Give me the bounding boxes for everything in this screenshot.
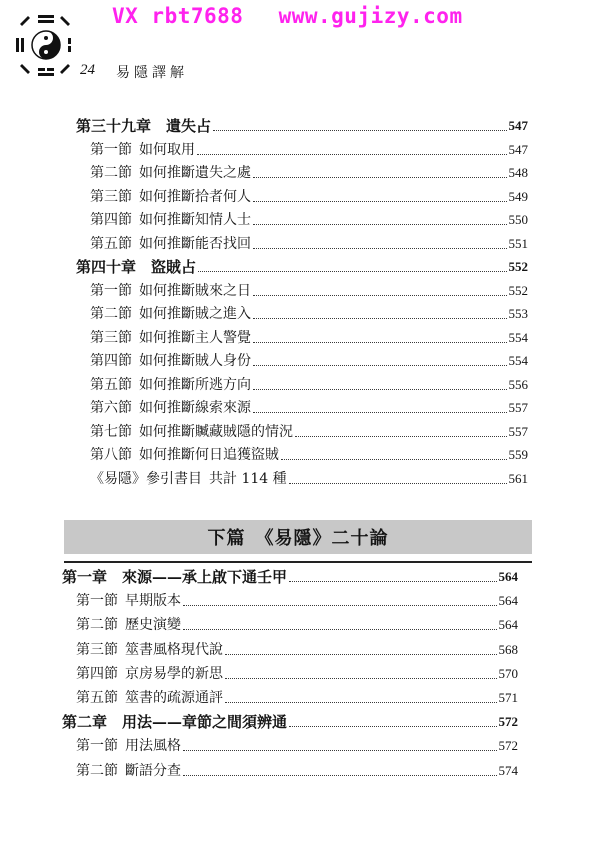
toc-section-entry [76,759,518,779]
toc-section-entry [90,373,528,393]
toc-chapter-entry [62,565,518,585]
toc-entry-title: 如何推斷拾者何人 [139,188,251,205]
toc-entry-page: 547 [508,118,528,133]
toc-entry-page: 571 [498,690,518,705]
toc-entry-number: 《易隱》參引書目 [90,470,202,487]
dot-leader [253,224,507,225]
toc-entry-page: 568 [498,641,518,657]
toc-section-entry [90,443,528,463]
toc-section-entry [90,396,528,416]
toc-entry-number: 第五節 [76,690,118,706]
dot-leader [197,154,507,155]
toc-entry-page: 572 [498,714,518,730]
dot-leader [253,365,507,366]
dot-leader [253,295,507,296]
toc-entry-label [90,353,251,369]
toc-entry-page: 564 [498,593,518,609]
toc-entry-number: 第二章 [62,713,108,732]
toc-entry-page: 557 [508,400,528,415]
toc-entry-title: 京房易學的新思 [125,665,223,682]
toc-section-entry [90,185,528,205]
toc-entry-label [90,447,279,463]
toc-entry-number: 第八節 [90,447,132,463]
toc-entry-number: 第六節 [90,400,132,416]
toc-chapter-entry [76,114,528,134]
toc-entry-page: 552 [508,282,528,298]
toc-entry-title: 盜賊占 [151,258,197,276]
toc-entry-number: 第三十九章 [76,117,152,135]
toc-entry-page: 570 [498,665,518,681]
toc-section-entry [76,662,518,682]
toc-entry-label [76,690,223,706]
dot-leader [253,342,507,343]
toc-entry-number: 第二節 [76,762,118,779]
dot-leader [198,271,506,272]
toc-entry-page: 559 [508,447,528,462]
toc-entry-title: 如何推斷所逃方向 [139,376,251,393]
toc-entry-label [90,165,251,181]
toc-entry-number: 第五節 [90,376,132,393]
toc-entry-label [90,212,251,228]
toc-section-entry [90,420,528,440]
toc-section-entry [76,686,518,706]
toc-section-entry [90,161,528,181]
dot-leader [253,177,507,178]
dot-leader [295,436,507,437]
toc-entry-title: 如何取用 [139,141,195,158]
toc-section-entry [90,349,528,369]
toc-entry-page: 557 [508,423,528,439]
toc-entry-title: 筮書風格現代說 [125,641,223,658]
toc-entry-page: 549 [508,188,528,204]
toc-entry-title: 如何推斷何日追獲盜賊 [139,447,279,463]
part-banner [64,520,532,554]
toc-section-entry [76,734,518,754]
toc-entry-title: 如何推斷能否找回 [139,235,251,252]
toc-entry-page: 572 [498,738,518,754]
toc-entry-title: 遺失占 [166,117,212,135]
toc-entry-page: 556 [508,376,528,392]
toc-entry-label [90,330,251,346]
toc-entry-label [76,259,196,275]
toc-entry-title: 斷語分查 [125,762,181,779]
toc-entry-number: 第七節 [90,423,132,440]
toc-entry-label [76,666,223,682]
dot-leader [253,412,507,413]
toc-entry-title: 如何推斷主人警覺 [139,329,251,346]
toc-entry-label [90,424,293,440]
watermark [112,4,492,30]
toc-entry-page: 554 [508,329,528,345]
part-banner-title: 下篇 《易隱》二十論 [207,528,389,549]
toc-entry-number: 第三節 [90,329,132,346]
dot-leader [289,581,496,582]
toc-entry-number: 第一節 [76,738,118,755]
toc-entry-number: 第四節 [90,212,132,228]
toc-section-entry [76,638,518,658]
toc-entry-page: 564 [498,617,518,633]
toc-section-entry [90,138,528,158]
toc-chapter-entry [76,255,528,275]
toc-entry-page: 554 [508,353,528,368]
dot-leader [253,318,507,319]
toc-entry-number: 第四節 [76,665,118,682]
toc-entry-number: 第四節 [90,353,132,369]
toc-entry-title: 如何推斷遺失之處 [139,165,251,181]
toc-section-entry [90,302,528,322]
dot-leader [183,750,497,751]
toc-entry-label [90,471,287,487]
toc-entry-page: 551 [508,235,528,251]
toc-section-entry [90,326,528,346]
toc-entry-title: 如何推斷贓藏賊隱的情況 [139,423,293,440]
toc-entry-number: 第一節 [90,282,132,299]
toc-entry-page: 553 [508,306,528,321]
dot-leader [289,726,496,727]
dot-leader [183,605,497,606]
dot-leader [253,389,507,390]
watermark-right: www.gujizy.com [278,4,463,28]
toc-entry-page: 564 [498,569,518,584]
dot-leader [225,702,497,703]
toc-entry-number: 第二節 [90,306,132,322]
toc-entry-label [76,763,181,779]
toc-entry-label [76,617,181,633]
toc-entry-title: 用法——章節之間須辨通 [122,713,288,732]
toc-entry-title: 早期版本 [125,593,181,610]
toc-entry-label [90,400,251,416]
toc-entry-title: 如何推斷賊來之日 [139,282,251,299]
toc-entry-label [76,118,211,134]
dot-leader [183,775,497,776]
toc-entry-label [90,377,251,393]
toc-entry-label [62,569,287,585]
bagua-taiji-logo [14,12,78,78]
toc-entry-label [76,593,181,609]
toc-entry-title: 筮書的疏源通評 [125,690,223,706]
toc-entry-page: 561 [508,470,528,486]
toc-entry-number: 第一節 [76,593,118,610]
dot-leader [183,629,497,630]
toc-entry-number: 第一節 [90,141,132,158]
toc-section-entry [76,613,518,633]
toc-entry-title: 用法風格 [125,738,181,755]
toc-entry-title: 如何推斷賊之進入 [139,306,251,322]
toc-entry-number: 第三節 [90,188,132,205]
toc-section-entry [90,467,528,487]
dot-leader [225,654,497,655]
toc-entry-title: 共計 114 種 [209,470,287,487]
banner-rule [64,561,532,563]
toc-entry-title: 歷史演變 [125,617,181,634]
dot-leader [225,678,497,679]
toc-entry-title: 如何推斷賊人身份 [139,353,251,369]
toc-chapter-entry [62,710,518,730]
dot-leader [253,248,507,249]
toc-entry-label [90,283,251,299]
toc-entry-label [90,142,195,158]
watermark-left: VX rbt7688 [112,4,244,28]
toc-entry-page: 550 [508,212,528,227]
toc-entry-label [62,714,287,730]
toc-entry-number: 第四十章 [76,258,137,276]
toc-entry-label [90,236,251,252]
dot-leader [289,483,507,484]
toc-section-entry [90,232,528,252]
toc-entry-page: 548 [508,165,528,180]
dot-leader [281,459,507,460]
page-number: 24 [80,62,95,78]
toc-entry-number: 第五節 [90,235,132,252]
toc-entry-label [76,738,181,754]
dot-leader [253,201,507,202]
running-header-title: 易隱譯解 [116,65,188,81]
toc-entry-title: 來源——承上啟下通壬甲 [122,568,288,586]
toc-entry-page: 574 [498,762,518,778]
toc-entry-number: 第三節 [76,641,118,658]
toc-entry-label [90,306,251,322]
toc-entry-number: 第一章 [62,568,108,586]
toc-section-entry [76,589,518,609]
toc-entry-number: 第二節 [90,165,132,181]
toc-section-entry [90,279,528,299]
toc-entry-page: 547 [508,141,528,157]
toc-entry-label [76,642,223,658]
toc-entry-title: 如何推斷知情人士 [139,212,251,228]
dot-leader [213,130,506,131]
toc-entry-label [90,189,251,205]
toc-section-entry [90,208,528,228]
toc-entry-number: 第二節 [76,617,118,634]
toc-entry-title: 如何推斷線索來源 [139,400,251,416]
toc-entry-page: 552 [508,259,528,274]
